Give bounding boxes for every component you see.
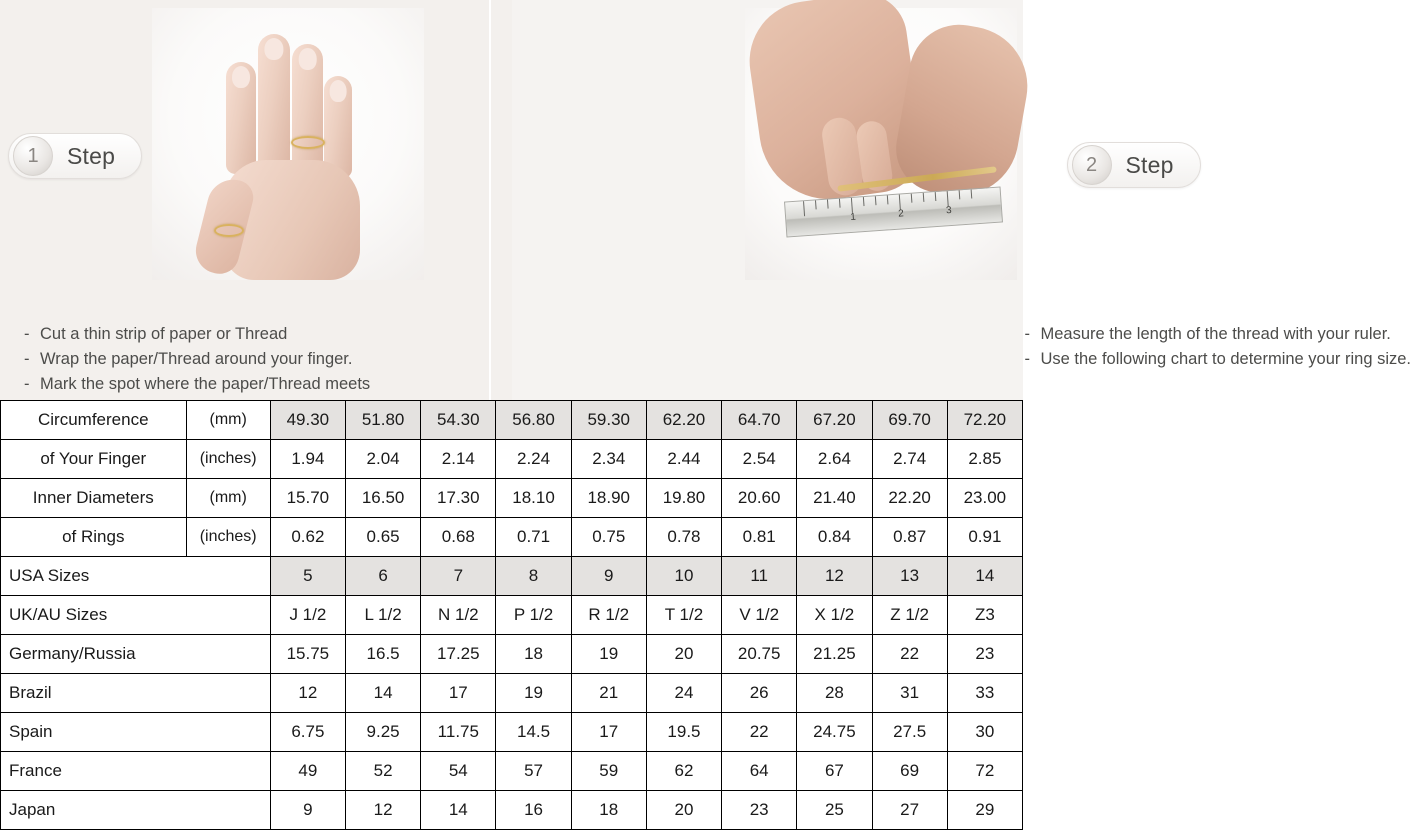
cell: 30 bbox=[947, 713, 1022, 752]
cell: 33 bbox=[947, 674, 1022, 713]
cell: 12 bbox=[270, 674, 345, 713]
row-label-japan: Japan bbox=[1, 791, 271, 830]
cell: 54 bbox=[421, 752, 496, 791]
step-1-bullet-1: - Cut a thin strip of paper or Thread bbox=[24, 322, 370, 347]
row-label-france: France bbox=[1, 752, 271, 791]
cell: 9 bbox=[270, 791, 345, 830]
cell: 22 bbox=[872, 635, 947, 674]
cell: 2.74 bbox=[872, 440, 947, 479]
step-1-column bbox=[0, 0, 512, 400]
step-2-bullet-1: - Measure the length of the thread with your ruler. bbox=[1025, 322, 1411, 347]
cell: 27 bbox=[872, 791, 947, 830]
cell: 49 bbox=[270, 752, 345, 791]
cell: 11 bbox=[722, 557, 797, 596]
cell: T 1/2 bbox=[646, 596, 721, 635]
cell: 64 bbox=[722, 752, 797, 791]
row-label-brazil: Brazil bbox=[1, 674, 271, 713]
cell: Z3 bbox=[947, 596, 1022, 635]
cell: 64.70 bbox=[722, 401, 797, 440]
cell: 28 bbox=[797, 674, 872, 713]
step-1-bullet-3: - Mark the spot where the paper/Thread meets bbox=[24, 372, 370, 397]
cell: 69.70 bbox=[872, 401, 947, 440]
cell: 9.25 bbox=[345, 713, 420, 752]
cell: 7 bbox=[421, 557, 496, 596]
cell: 31 bbox=[872, 674, 947, 713]
cell: 2.34 bbox=[571, 440, 646, 479]
cell: 14 bbox=[947, 557, 1022, 596]
row-label-circumference-2: of Your Finger bbox=[1, 440, 187, 479]
unit-mm: (mm) bbox=[186, 401, 270, 440]
steps-panel bbox=[0, 0, 1023, 400]
unit-mm: (mm) bbox=[186, 479, 270, 518]
measuring-thread-photo bbox=[745, 8, 1017, 280]
table-row bbox=[1, 557, 1023, 596]
hand-illustration bbox=[196, 28, 382, 280]
row-label-inner-diameters: Inner Diameters bbox=[1, 479, 187, 518]
cell: 2.24 bbox=[496, 440, 571, 479]
cell: 14 bbox=[421, 791, 496, 830]
row-label-uk-au-sizes: UK/AU Sizes bbox=[1, 596, 271, 635]
hand-with-thread-photo bbox=[152, 8, 424, 280]
step-2-column bbox=[512, 0, 1024, 400]
step-1-number: 1 bbox=[13, 136, 53, 176]
cell: 24.75 bbox=[797, 713, 872, 752]
cell: 20 bbox=[646, 635, 721, 674]
cell: 23.00 bbox=[947, 479, 1022, 518]
cell: 0.62 bbox=[270, 518, 345, 557]
cell: 18.90 bbox=[571, 479, 646, 518]
cell: 13 bbox=[872, 557, 947, 596]
cell: 0.91 bbox=[947, 518, 1022, 557]
cell: 22.20 bbox=[872, 479, 947, 518]
cell: 19.80 bbox=[646, 479, 721, 518]
cell: 5 bbox=[270, 557, 345, 596]
table-row bbox=[1, 518, 1023, 557]
cell: 6 bbox=[345, 557, 420, 596]
cell: 16 bbox=[496, 791, 571, 830]
cell: 29 bbox=[947, 791, 1022, 830]
cell: 12 bbox=[345, 791, 420, 830]
cell: 10 bbox=[646, 557, 721, 596]
cell: 19 bbox=[571, 635, 646, 674]
step-1-badge bbox=[8, 133, 142, 179]
cell: P 1/2 bbox=[496, 596, 571, 635]
cell: 21.25 bbox=[797, 635, 872, 674]
cell: 0.78 bbox=[646, 518, 721, 557]
cell: 2.04 bbox=[345, 440, 420, 479]
ruler-number: 1 bbox=[849, 212, 855, 223]
cell: 49.30 bbox=[270, 401, 345, 440]
table-row bbox=[1, 440, 1023, 479]
cell: 59 bbox=[571, 752, 646, 791]
row-label-circumference: Circumference bbox=[1, 401, 187, 440]
ring-band-icon bbox=[214, 224, 244, 237]
cell: 16.5 bbox=[345, 635, 420, 674]
cell: 17 bbox=[571, 713, 646, 752]
cell: 56.80 bbox=[496, 401, 571, 440]
ruler-number: 2 bbox=[897, 208, 903, 219]
cell: 15.70 bbox=[270, 479, 345, 518]
step-2-bullet-2: - Use the following chart to determine your ring size. bbox=[1025, 347, 1411, 372]
row-label-usa-sizes: USA Sizes bbox=[1, 557, 271, 596]
cell: 15.75 bbox=[270, 635, 345, 674]
cell: 23 bbox=[947, 635, 1022, 674]
cell: 18.10 bbox=[496, 479, 571, 518]
cell: X 1/2 bbox=[797, 596, 872, 635]
cell: 69 bbox=[872, 752, 947, 791]
cell: 67.20 bbox=[797, 401, 872, 440]
cell: 17.30 bbox=[421, 479, 496, 518]
step-1-instructions bbox=[24, 322, 370, 397]
cell: 59.30 bbox=[571, 401, 646, 440]
cell: 19.5 bbox=[646, 713, 721, 752]
panel-divider bbox=[489, 0, 491, 400]
cell: 14.5 bbox=[496, 713, 571, 752]
cell: N 1/2 bbox=[421, 596, 496, 635]
table-row bbox=[1, 674, 1023, 713]
cell: 2.85 bbox=[947, 440, 1022, 479]
ring-size-chart bbox=[0, 400, 1023, 830]
cell: 24 bbox=[646, 674, 721, 713]
ring-band-icon bbox=[291, 136, 325, 149]
cell: 52 bbox=[345, 752, 420, 791]
cell: 14 bbox=[345, 674, 420, 713]
cell: 27.5 bbox=[872, 713, 947, 752]
cell: 0.75 bbox=[571, 518, 646, 557]
table-row bbox=[1, 713, 1023, 752]
table-row bbox=[1, 635, 1023, 674]
cell: 20.60 bbox=[722, 479, 797, 518]
size-chart-table bbox=[0, 400, 1023, 830]
step-2-instructions bbox=[1025, 322, 1411, 372]
cell: 17.25 bbox=[421, 635, 496, 674]
cell: 21.40 bbox=[797, 479, 872, 518]
cell: 2.64 bbox=[797, 440, 872, 479]
cell: 0.84 bbox=[797, 518, 872, 557]
cell: 22 bbox=[722, 713, 797, 752]
cell: V 1/2 bbox=[722, 596, 797, 635]
cell: 20.75 bbox=[722, 635, 797, 674]
unit-inches: (inches) bbox=[186, 518, 270, 557]
cell: 0.71 bbox=[496, 518, 571, 557]
cell: 67 bbox=[797, 752, 872, 791]
cell: 1.94 bbox=[270, 440, 345, 479]
step-1-bullet-2: - Wrap the paper/Thread around your finger. bbox=[24, 347, 370, 372]
cell: 2.44 bbox=[646, 440, 721, 479]
step-2-badge bbox=[1067, 142, 1201, 188]
table-row bbox=[1, 401, 1023, 440]
cell: 51.80 bbox=[345, 401, 420, 440]
cell: 21 bbox=[571, 674, 646, 713]
cell: 57 bbox=[496, 752, 571, 791]
cell: 8 bbox=[496, 557, 571, 596]
cell: 11.75 bbox=[421, 713, 496, 752]
cell: L 1/2 bbox=[345, 596, 420, 635]
cell: 2.14 bbox=[421, 440, 496, 479]
cell: Z 1/2 bbox=[872, 596, 947, 635]
cell: 12 bbox=[797, 557, 872, 596]
row-label-inner-diameters-2: of Rings bbox=[1, 518, 187, 557]
cell: J 1/2 bbox=[270, 596, 345, 635]
cell: 17 bbox=[421, 674, 496, 713]
ruler-number: 3 bbox=[945, 205, 951, 216]
cell: 0.87 bbox=[872, 518, 947, 557]
step-1-word: Step bbox=[67, 143, 115, 170]
table-row bbox=[1, 752, 1023, 791]
table-row bbox=[1, 791, 1023, 830]
cell: 72 bbox=[947, 752, 1022, 791]
cell: 18 bbox=[496, 635, 571, 674]
cell: 18 bbox=[571, 791, 646, 830]
cell: 62.20 bbox=[646, 401, 721, 440]
cell: 54.30 bbox=[421, 401, 496, 440]
cell: 16.50 bbox=[345, 479, 420, 518]
cell: 20 bbox=[646, 791, 721, 830]
step-2-number: 2 bbox=[1072, 145, 1112, 185]
row-label-germany-russia: Germany/Russia bbox=[1, 635, 271, 674]
cell: 62 bbox=[646, 752, 721, 791]
unit-inches: (inches) bbox=[186, 440, 270, 479]
cell: 0.65 bbox=[345, 518, 420, 557]
cell: 9 bbox=[571, 557, 646, 596]
table-row bbox=[1, 479, 1023, 518]
table-row bbox=[1, 596, 1023, 635]
cell: 0.81 bbox=[722, 518, 797, 557]
cell: 72.20 bbox=[947, 401, 1022, 440]
cell: 19 bbox=[496, 674, 571, 713]
cell: 0.68 bbox=[421, 518, 496, 557]
cell: 6.75 bbox=[270, 713, 345, 752]
cell: 26 bbox=[722, 674, 797, 713]
cell: R 1/2 bbox=[571, 596, 646, 635]
cell: 2.54 bbox=[722, 440, 797, 479]
row-label-spain: Spain bbox=[1, 713, 271, 752]
step-2-word: Step bbox=[1126, 152, 1174, 179]
cell: 23 bbox=[722, 791, 797, 830]
cell: 25 bbox=[797, 791, 872, 830]
